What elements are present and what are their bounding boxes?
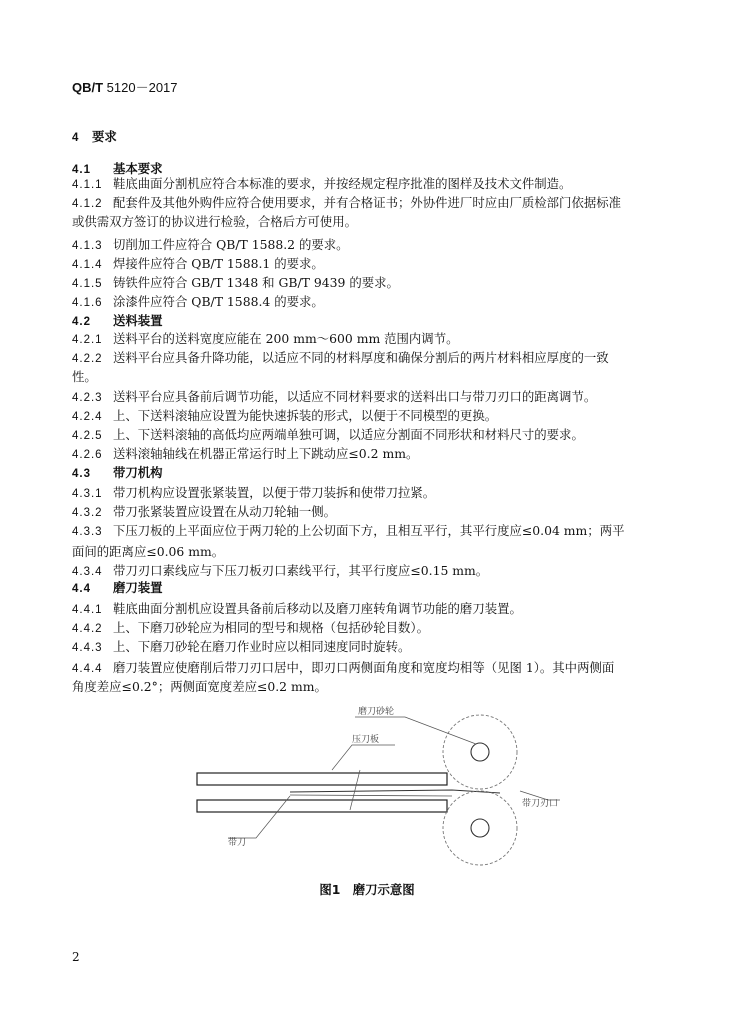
label-press-plate: 压刀板 [352, 735, 380, 745]
clause-text: 磨刀装置 [113, 580, 163, 595]
lower-press-plate [197, 800, 447, 812]
clause-number: 4.2.6 [72, 449, 103, 461]
clause-number: 4.1.4 [72, 259, 103, 271]
clause-text: 基本要求 [113, 161, 163, 176]
clause-text: 磨刀装置应使磨削后带刀刃口居中，即刃口两侧面角度和宽度均相等（见图 1）。其中两侧面 [113, 660, 615, 675]
clause-number: 4.1.6 [72, 297, 103, 309]
clause-text: 上、下磨刀砂轮应为相同的型号和规格（包括砂轮目数）。 [113, 620, 429, 635]
clause-text: 鞋底曲面分割机应符合本标准的要求，并按经规定程序批准的图样及技术文件制造。 [113, 176, 572, 191]
clause-text: 角度差应≤0.2°；两侧面宽度差应≤0.2 mm。 [72, 679, 327, 694]
figure-caption: 图1 磨刀示意图 [319, 882, 415, 897]
clause-number: 4.4.1 [72, 604, 103, 616]
clause-number: 4.3.3 [72, 526, 103, 538]
clause-text: 上、下磨刀砂轮在磨刀作业时应以相同速度同时旋转。 [113, 639, 411, 654]
clause-text: 送料平台应具备前后调节功能，以适应不同材料要求的送料出口与带刀刃口的距离调节。 [113, 389, 597, 404]
clause-text: 要求 [92, 129, 117, 144]
clause-number: 4.4.3 [72, 642, 103, 654]
clause-text: 送料装置 [113, 313, 163, 328]
clause-text: 带刀机构应设置张紧装置，以便于带刀装拆和使带刀拉紧。 [113, 485, 436, 500]
clause-number: 4.3.2 [72, 507, 103, 519]
label-knife-edge: 带刀刃口 [522, 799, 559, 809]
clause-number: 4.1.2 [72, 198, 103, 210]
clause-number: 4.2.1 [72, 334, 103, 346]
clause-text: 带刀张紧装置应设置在从动刀轮轴一侧。 [113, 504, 337, 519]
clause-number: 4.4.4 [72, 663, 103, 675]
upper-grinding-wheel [443, 715, 517, 789]
clause-number: 4.1.3 [72, 240, 103, 252]
clause-text: 送料滚轴轴线在机器正常运行时上下跳动应≤0.2 mm。 [113, 446, 419, 461]
clause-number: 4.3 [72, 468, 91, 480]
label-band-knife: 带刀 [228, 838, 247, 848]
clause-text: 涂漆件应符合 QB/T 1588.4 的要求。 [113, 294, 324, 309]
clause-number: 4.2.2 [72, 353, 103, 365]
clause-text: 鞋底曲面分割机应设置具备前后移动以及磨刀座转角调节功能的磨刀装置。 [113, 601, 522, 616]
clause-number: 4.2.3 [72, 392, 103, 404]
clause-number: 4.1.5 [72, 278, 103, 290]
clause-text: 上、下送料滚轴应设置为能快速拆装的形式，以便于不同模型的更换。 [113, 408, 498, 423]
clause-text: 下压刀板的上平面应位于两刀轮的上公切面下方，且相互平行，其平行度应≤0.04 mm；两平 [113, 523, 625, 538]
clause-text: 配套件及其他外购件应符合使用要求，并有合格证书；外协件进厂时应由厂质检部门依据标准 [113, 195, 622, 210]
clause-text: 性。 [72, 369, 97, 384]
clause-number: 4.1 [72, 164, 91, 176]
clause-number: 4.2.4 [72, 411, 103, 423]
clause-number: 4 [72, 132, 80, 144]
page-number: 2 [72, 950, 80, 964]
clause-number: 4.2.5 [72, 430, 103, 442]
clause-text: 切削加工件应符合 QB/T 1588.2 的要求。 [113, 237, 349, 252]
clause-text: 带刀刃口素线应与下压刀板刃口素线平行，其平行度应≤0.15 mm。 [113, 563, 489, 578]
clause-text: 或供需双方签订的协议进行检验，合格后方可使用。 [72, 214, 357, 229]
clause-number: 4.4.2 [72, 623, 103, 635]
clause-text: 焊接件应符合 QB/T 1588.1 的要求。 [113, 256, 324, 271]
clause-text: 带刀机构 [113, 465, 163, 480]
clause-number: 4.4 [72, 583, 91, 595]
upper-press-plate [197, 773, 447, 785]
clause-text: 铸铁件应符合 GB/T 1348 和 GB/T 9439 的要求。 [113, 275, 399, 290]
clause-text: 送料平台的送料宽度应能在 200 mm～600 mm 范围内调节。 [113, 331, 459, 346]
label-grinding-wheel: 磨刀砂轮 [358, 707, 395, 717]
clause-number: 4.3.1 [72, 488, 103, 500]
clause-number: 4.2 [72, 316, 91, 328]
standard-header: QB/T 5120－2017 [72, 80, 178, 95]
clause-number: 4.3.4 [72, 566, 103, 578]
lower-grinding-wheel [443, 791, 517, 865]
clause-number: 4.1.1 [72, 179, 103, 191]
clause-text: 面间的距离应≤0.06 mm。 [72, 544, 225, 559]
clause-text: 送料平台应具备升降功能，以适应不同的材料厚度和确保分割后的两片材料相应厚度的一致 [113, 350, 609, 365]
clause-text: 上、下送料滚轴的高低均应两端单独可调，以适应分割面不同形状和材料尺寸的要求。 [113, 427, 584, 442]
